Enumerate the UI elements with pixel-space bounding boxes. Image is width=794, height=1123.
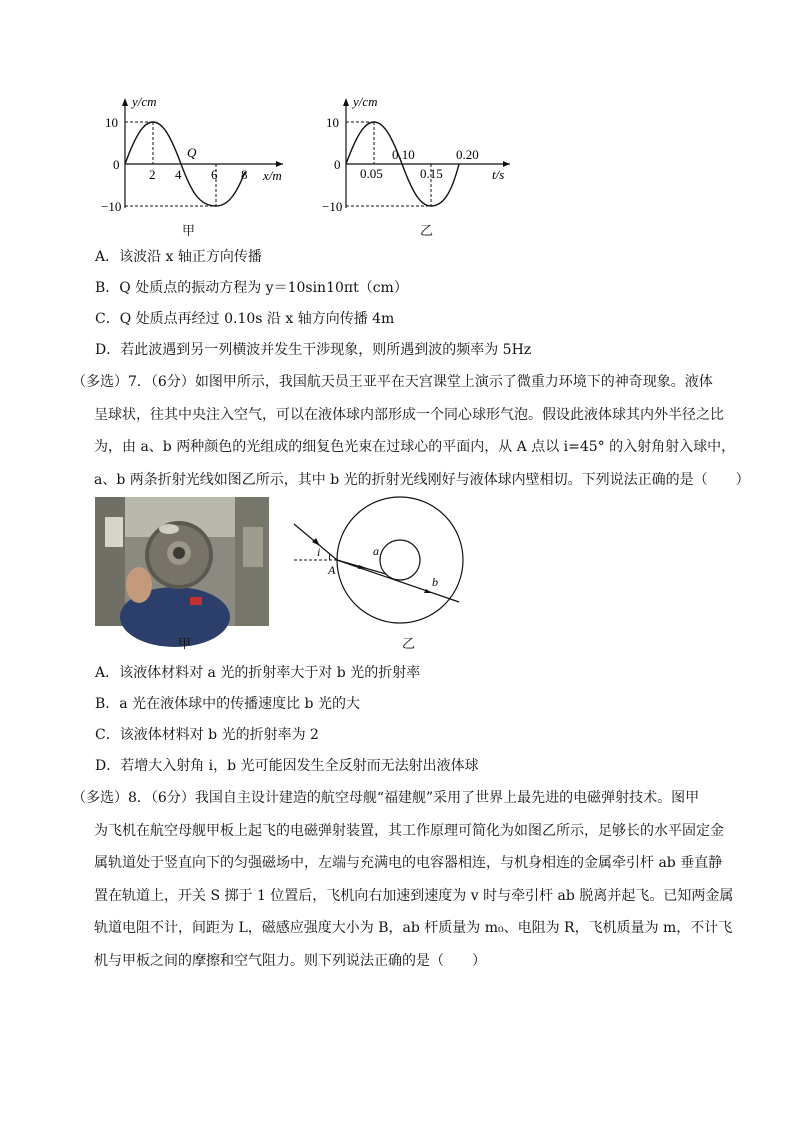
q6-option-c: C．Q 处质点再经过 0.10s 沿 x 轴方向传播 4m bbox=[95, 311, 395, 327]
label-A: A bbox=[328, 563, 336, 577]
ray-b bbox=[337, 560, 459, 602]
q8-stem bbox=[72, 782, 732, 977]
angle-arc bbox=[329, 554, 330, 560]
q7-line-1: （多选）7．（6分）如图甲所示，我国航天员王亚平在天宫课堂上演示了微重力环境下的神奇现象。液体 bbox=[72, 374, 713, 390]
y-tick-0: 0 bbox=[113, 157, 120, 172]
ray-diagram bbox=[280, 490, 480, 630]
x-axis-label: x/m bbox=[263, 168, 282, 183]
y-tick-neg10: −10 bbox=[101, 199, 122, 214]
q7-option-c: C．该液体材料对 b 光的折射率为 2 bbox=[95, 727, 319, 743]
label-a: a bbox=[373, 544, 379, 558]
y-tick-10: 10 bbox=[326, 115, 339, 130]
q7-option-d: D．若增大入射角 i，b 光可能因发生全反射而无法射出液体球 bbox=[95, 758, 479, 774]
astronaut-photo bbox=[95, 497, 269, 626]
label-i: i bbox=[317, 545, 321, 559]
q7-option-b: B．a 光在液体球中的传播速度比 b 光的大 bbox=[95, 696, 360, 712]
y-axis-arrow bbox=[122, 98, 128, 106]
x-axis-arrow bbox=[276, 161, 283, 167]
graph-yi-caption: 乙 bbox=[420, 224, 434, 239]
y-tick-0: 0 bbox=[334, 157, 341, 172]
y-tick-10: 10 bbox=[105, 115, 118, 130]
q6-option-a: A．该波沿 x 轴正方向传播 bbox=[95, 249, 262, 265]
t-tick-005: 0.05 bbox=[360, 166, 383, 181]
y-axis-label: y/cm bbox=[132, 94, 157, 109]
q7-line-2: 呈球状，往其中央注入空气，可以在液体球内部形成一个同心球形气泡。假设此液体球其内外半径之比 bbox=[94, 406, 724, 423]
q8-line-4: 置在轨道上，开关 S 掷于 1 位置后，飞机向右加速到速度为 v 时与牵引杆 ab 脱离并起飞。已知两金属 bbox=[94, 887, 734, 904]
x-tick-2: 2 bbox=[149, 167, 156, 182]
q7-line-3: 为，由 a、b 两种颜色的光组成的细复色光束在过球心的平面内，从 A 点以 i=45° 的入射角射入球中， bbox=[94, 439, 736, 455]
q7-stem bbox=[72, 366, 750, 496]
q7-fig-jia-caption: 甲 bbox=[178, 637, 192, 652]
wave-graph-jia bbox=[101, 92, 305, 222]
q8-line-3: 属轨道处于竖直向下的匀强磁场中，左端与充满电的电容器相连，与机身相连的金属牵引杆 ab 垂直静 bbox=[94, 855, 723, 871]
q7-fig-yi-caption: 乙 bbox=[402, 637, 416, 652]
q7-line-4: a、b 两条折射光线如图乙所示，其中 b 光的折射光线刚好与液体球内壁相切。下列说法正确的是（ ） bbox=[94, 471, 750, 488]
q7-option-a: A．该液体材料对 a 光的折射率大于对 b 光的折射率 bbox=[95, 665, 421, 681]
ray-b-arrow bbox=[424, 589, 432, 593]
y-axis-label: y/cm bbox=[353, 94, 378, 109]
t-tick-020: 0.20 bbox=[456, 147, 479, 162]
astronaut-photo-art bbox=[95, 497, 269, 626]
label-b: b bbox=[432, 575, 438, 589]
q8-line-2: 为飞机在航空母舰甲板上起飞的电磁弹射装置，其工作原理可简化为如图乙所示，足够长的水平固定金 bbox=[94, 822, 724, 839]
q8-line-6: 机与甲板之间的摩擦和空气阻力。则下列说法正确的是（ ） bbox=[94, 952, 486, 969]
t-tick-010: 0.10 bbox=[392, 147, 415, 162]
q6-option-d: D．若此波遇到另一列横波并发生干涉现象，则所遇到波的频率为 5Hz bbox=[95, 342, 532, 358]
x-tick-8: 8 bbox=[241, 167, 248, 182]
graph-jia-caption: 甲 bbox=[182, 224, 196, 239]
q6-option-b: B．Q 处质点的振动方程为 y＝10sin10πt（cm） bbox=[95, 280, 408, 296]
outer-sphere bbox=[337, 497, 463, 623]
x-tick-4: 4 bbox=[175, 167, 182, 182]
y-tick-neg10: −10 bbox=[322, 199, 343, 214]
y-axis-arrow bbox=[343, 98, 349, 106]
q8-line-5: 轨道电阻不计，间距为 L，磁感应强度大小为 B，ab 杆质量为 m₀、电阻为 R，飞机质量为 m，不计飞 bbox=[94, 920, 733, 936]
x-tick-6: 6 bbox=[211, 167, 218, 182]
t-axis-label: t/s bbox=[492, 167, 505, 182]
vibration-graph-yi bbox=[318, 92, 518, 222]
q8-line-1: （多选）8．（6分）我国自主设计建造的航空母舰“福建舰”采用了世界上最先进的电磁弹射技术。图甲 bbox=[72, 790, 700, 806]
point-q-label: Q bbox=[187, 145, 197, 160]
t-tick-015: 0.15 bbox=[420, 166, 443, 181]
